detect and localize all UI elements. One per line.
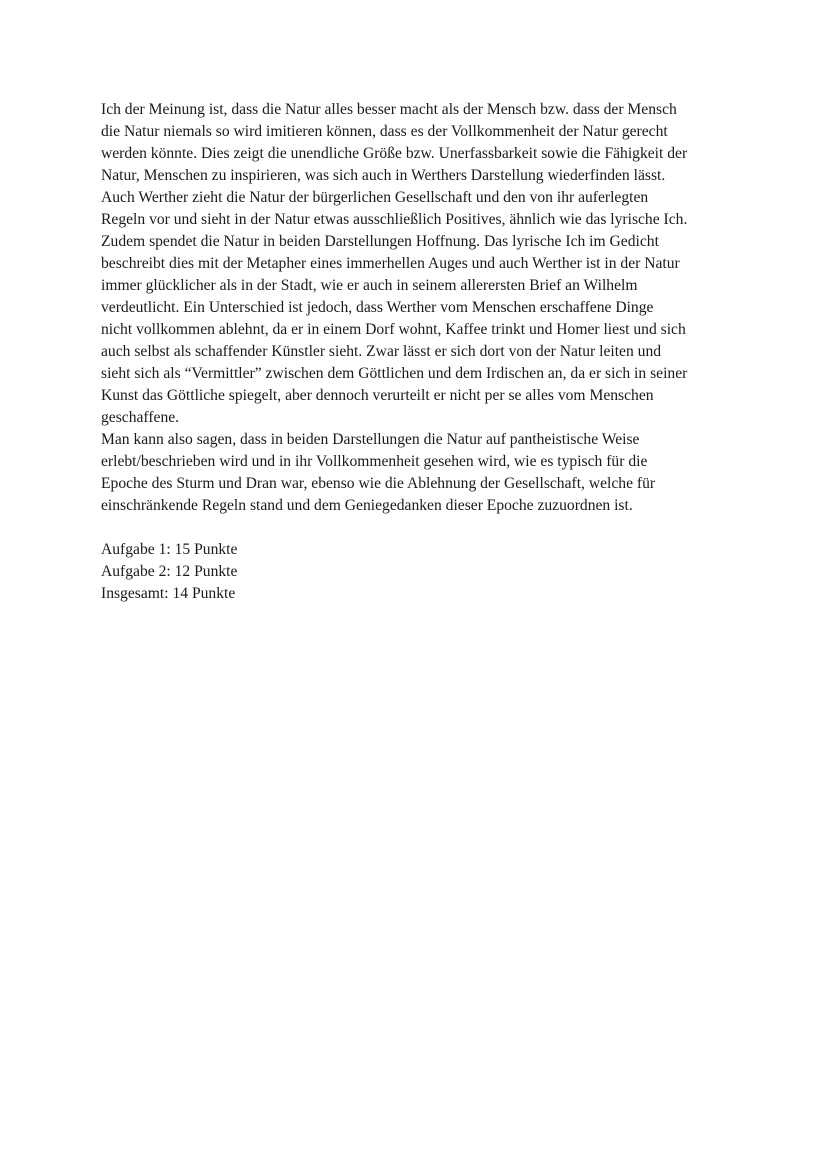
essay-line: erlebt/beschrieben wird und in ihr Vollkommenheit gesehen wird, wie es typisch für die (101, 453, 648, 470)
essay-line: verdeutlicht. Ein Unterschied ist jedoch, dass Werther vom Menschen erschaffene Dinge (101, 299, 654, 316)
essay-line: die Natur niemals so wird imitieren können, dass es der Vollkommenheit der Natur gerecht (101, 123, 668, 140)
essay-line: beschreibt dies mit der Metapher eines immerhellen Auges und auch Werther ist in der Natur (101, 255, 680, 272)
essay-line: Ich der Meinung ist, dass die Natur alles besser macht als der Mensch bzw. dass der Mensch (101, 101, 677, 118)
score-line-task-2: Aufgabe 2: 12 Punkte (101, 563, 238, 580)
score-line-total: Insgesamt: 14 Punkte (101, 585, 236, 602)
score-line-task-1: Aufgabe 1: 15 Punkte (101, 541, 238, 558)
essay-line: Epoche des Sturm und Dran war, ebenso wie die Ablehnung der Gesellschaft, welche für (101, 475, 656, 492)
essay-line: nicht vollkommen ablehnt, da er in einem Dorf wohnt, Kaffee trinkt und Homer liest und sich (101, 321, 686, 338)
essay-line: werden könnte. Dies zeigt die unendliche Größe bzw. Unerfassbarkeit sowie die Fähigkeit der (101, 145, 688, 162)
essay-line: auch selbst als schaffender Künstler sieht. Zwar lässt er sich dort von der Natur leiten und (101, 343, 662, 360)
essay-line: Man kann also sagen, dass in beiden Darstellungen die Natur auf pantheistische Weise (101, 431, 640, 448)
paragraph-gap (101, 517, 751, 539)
essay-line: geschaffene. (101, 409, 180, 426)
essay-line: einschränkende Regeln stand und dem Geniegedanken dieser Epoche zuzuordnen ist. (101, 497, 633, 514)
essay-line: Zudem spendet die Natur in beiden Darstellungen Hoffnung. Das lyrische Ich im Gedicht (101, 233, 659, 250)
essay-line: sieht sich als “Vermittler” zwischen dem Göttlichen und dem Irdischen an, da er sich in seiner (101, 365, 688, 382)
essay-line: Auch Werther zieht die Natur der bürgerlichen Gesellschaft und den von ihr auferlegten (101, 189, 649, 206)
essay-line: immer glücklicher als in der Stadt, wie er auch in seinem allerersten Brief an Wilhelm (101, 277, 638, 294)
essay-line: Kunst das Göttliche spiegelt, aber dennoch verurteilt er nicht per se alles vom Menschen (101, 387, 654, 404)
essay-line: Natur, Menschen zu inspirieren, was sich auch in Werthers Darstellung wiederfinden lässt. (101, 167, 666, 184)
essay-text (101, 99, 751, 605)
essay-line: Regeln vor und sieht in der Natur etwas ausschließlich Positives, ähnlich wie das lyrische Ich. (101, 211, 688, 228)
